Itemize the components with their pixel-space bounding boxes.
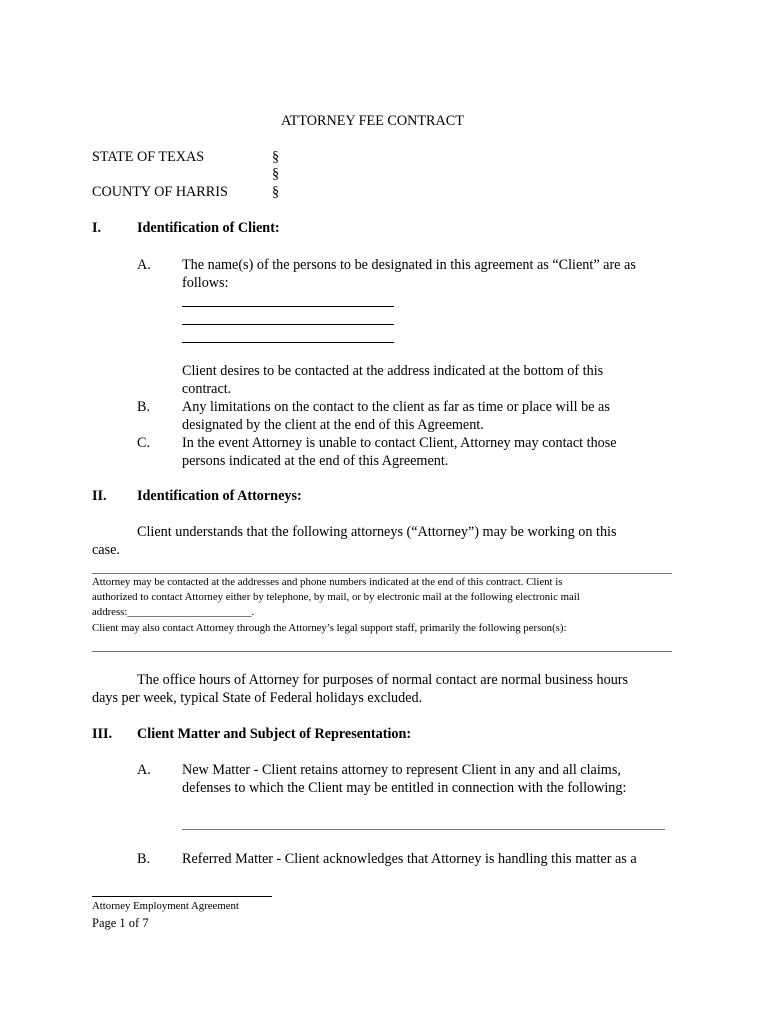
item-b-text: designated by the client at the end of this Agreement. <box>182 417 484 433</box>
support-staff-blank[interactable] <box>92 651 672 652</box>
contact-info-text: Attorney may be contacted at the addresses and phone numbers indicated at the end of this contract. Client is <box>92 576 563 588</box>
office-hours-text: days per week, typical State of Federal holidays excluded. <box>92 690 423 706</box>
section-1-heading: Identification of Client: <box>137 220 280 236</box>
item-a-text: The name(s) of the persons to be designated in this agreement as “Client” are as <box>182 257 636 273</box>
item-b-label: B. <box>137 851 151 867</box>
contact-text: Client desires to be contacted at the address indicated at the bottom of this <box>182 363 604 379</box>
contact-info-text: authorized to contact Attorney either by telephone, by mail, or by electronic mail at the following electronic mail <box>92 591 580 603</box>
new-matter-text: New Matter - Client retains attorney to represent Client in any and all claims, <box>182 762 621 778</box>
section-symbol: § <box>272 166 280 182</box>
attorneys-paragraph: case. <box>92 542 120 558</box>
footer-page-number: Page 1 of 7 <box>92 916 149 930</box>
contact-text: contract. <box>182 381 232 397</box>
new-matter-text: defenses to which the Client may be entitled in connection with the following: <box>182 780 627 796</box>
section-symbol: § <box>272 184 280 200</box>
section-3-heading: Client Matter and Subject of Representation: <box>137 726 412 742</box>
client-name-blank[interactable] <box>182 342 394 343</box>
contact-info-text: Client may also contact Attorney through the Attorney’s legal support staff, primarily the following person(s): <box>92 622 567 634</box>
new-matter-blank[interactable] <box>182 829 665 830</box>
office-hours-text: The office hours of Attorney for purposes of normal contact are normal business hours <box>137 672 629 688</box>
section-2-heading: Identification of Attorneys: <box>137 488 302 504</box>
attorneys-paragraph: Client understands that the following attorneys (“Attorney”) may be working on this <box>137 524 617 540</box>
item-b-text: Any limitations on the contact to the client as far as time or place will be as <box>182 399 610 415</box>
footer-rule <box>92 896 272 897</box>
section-1-number: I. <box>92 220 102 236</box>
footer-doc-name: Attorney Employment Agreement <box>92 900 239 912</box>
section-2-number: II. <box>92 488 107 504</box>
item-c-text: In the event Attorney is unable to contact Client, Attorney may contact those <box>182 435 617 451</box>
caption-county: COUNTY OF HARRIS <box>92 184 228 200</box>
caption-state: STATE OF TEXAS <box>92 149 205 165</box>
item-a-label: A. <box>137 257 151 273</box>
client-name-blank[interactable] <box>182 324 394 325</box>
item-a-label: A. <box>137 762 151 778</box>
item-b-label: B. <box>137 399 151 415</box>
item-a-text: follows: <box>182 275 229 291</box>
attorney-names-blank[interactable] <box>92 573 672 574</box>
client-name-blank[interactable] <box>182 306 394 307</box>
item-c-label: C. <box>137 435 151 451</box>
document-title: ATTORNEY FEE CONTRACT <box>281 113 464 129</box>
item-c-text: persons indicated at the end of this Agreement. <box>182 453 449 469</box>
contact-info-text: address:_______________________. <box>92 606 255 618</box>
referred-matter-text: Referred Matter - Client acknowledges that Attorney is handling this matter as a <box>182 851 637 867</box>
section-symbol: § <box>272 149 280 165</box>
section-3-number: III. <box>92 726 113 742</box>
